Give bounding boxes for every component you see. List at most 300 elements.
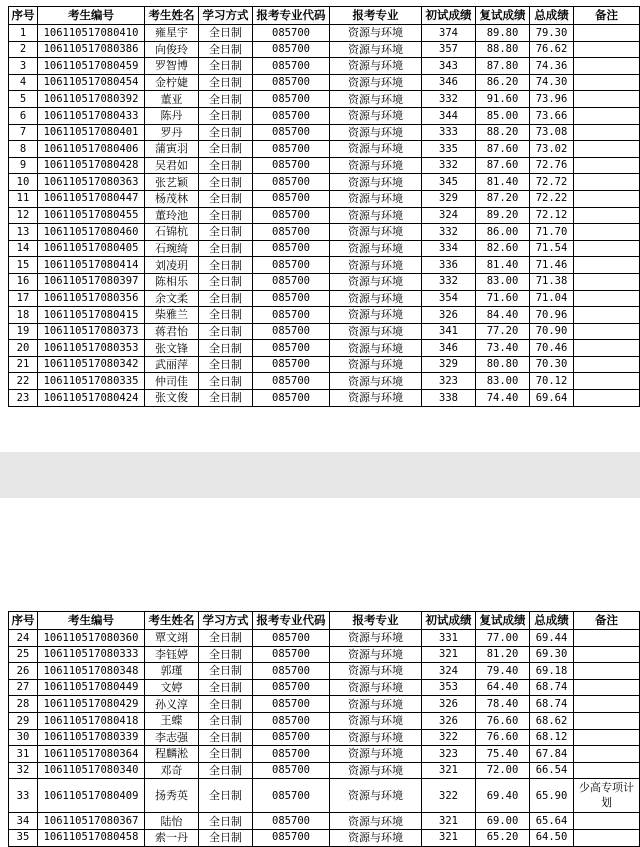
- cell-major-code: 085700: [253, 273, 330, 290]
- table-row: [9, 174, 640, 191]
- cell-candidate-id: 106110517080397: [38, 273, 145, 290]
- table-body: [9, 630, 640, 847]
- cell-candidate-id: 106110517080340: [38, 762, 145, 779]
- cell-candidate-id: 106110517080348: [38, 663, 145, 680]
- cell-major: 资源与环境: [330, 174, 422, 191]
- cell-index: 12: [9, 207, 38, 224]
- cell-remarks: 少高专项计划: [574, 779, 640, 813]
- cell-prelim-score: 322: [422, 729, 476, 746]
- cell-retest-score: 72.00: [476, 762, 530, 779]
- cell-retest-score: 89.80: [476, 25, 530, 42]
- cell-remarks: [574, 74, 640, 91]
- table-row: [9, 273, 640, 290]
- document-page-2: [0, 505, 640, 845]
- cell-total-score: 71.38: [530, 273, 574, 290]
- cell-study-mode: 全日制: [199, 712, 253, 729]
- cell-study-mode: 全日制: [199, 696, 253, 713]
- cell-major: 资源与环境: [330, 41, 422, 58]
- cell-major-code: 085700: [253, 829, 330, 846]
- cell-remarks: [574, 663, 640, 680]
- cell-total-score: 68.74: [530, 696, 574, 713]
- cell-study-mode: 全日制: [199, 58, 253, 75]
- cell-index: 26: [9, 663, 38, 680]
- cell-remarks: [574, 107, 640, 124]
- cell-index: 5: [9, 91, 38, 108]
- cell-remarks: [574, 190, 640, 207]
- header-major: 报考专业: [330, 7, 422, 25]
- table-row: [9, 74, 640, 91]
- cell-retest-score: 71.60: [476, 290, 530, 307]
- cell-total-score: 76.62: [530, 41, 574, 58]
- cell-remarks: [574, 696, 640, 713]
- cell-major: 资源与环境: [330, 273, 422, 290]
- cell-major-code: 085700: [253, 257, 330, 274]
- cell-major: 资源与环境: [330, 746, 422, 763]
- cell-total-score: 67.84: [530, 746, 574, 763]
- cell-candidate-id: 106110517080460: [38, 224, 145, 241]
- cell-retest-score: 87.60: [476, 157, 530, 174]
- cell-prelim-score: 332: [422, 273, 476, 290]
- cell-prelim-score: 341: [422, 323, 476, 340]
- cell-remarks: [574, 58, 640, 75]
- cell-major-code: 085700: [253, 124, 330, 141]
- cell-retest-score: 69.40: [476, 779, 530, 813]
- cell-name: 蒋君怡: [145, 323, 199, 340]
- cell-prelim-score: 346: [422, 74, 476, 91]
- cell-total-score: 72.72: [530, 174, 574, 191]
- cell-major-code: 085700: [253, 356, 330, 373]
- cell-total-score: 71.54: [530, 240, 574, 257]
- cell-total-score: 72.22: [530, 190, 574, 207]
- cell-major-code: 085700: [253, 646, 330, 663]
- cell-retest-score: 84.40: [476, 307, 530, 324]
- cell-total-score: 74.30: [530, 74, 574, 91]
- cell-candidate-id: 106110517080339: [38, 729, 145, 746]
- cell-retest-score: 86.00: [476, 224, 530, 241]
- cell-name: 武丽萍: [145, 356, 199, 373]
- cell-study-mode: 全日制: [199, 240, 253, 257]
- cell-prelim-score: 332: [422, 157, 476, 174]
- cell-major-code: 085700: [253, 240, 330, 257]
- cell-candidate-id: 106110517080392: [38, 91, 145, 108]
- cell-remarks: [574, 646, 640, 663]
- cell-prelim-score: 343: [422, 58, 476, 75]
- cell-candidate-id: 106110517080414: [38, 257, 145, 274]
- cell-name: 罗智博: [145, 58, 199, 75]
- cell-prelim-score: 321: [422, 646, 476, 663]
- cell-candidate-id: 106110517080433: [38, 107, 145, 124]
- cell-retest-score: 78.40: [476, 696, 530, 713]
- table-row: [9, 746, 640, 763]
- cell-study-mode: 全日制: [199, 257, 253, 274]
- cell-index: 33: [9, 779, 38, 813]
- cell-study-mode: 全日制: [199, 25, 253, 42]
- cell-major: 资源与环境: [330, 779, 422, 813]
- cell-prelim-score: 321: [422, 762, 476, 779]
- cell-name: 覃文翊: [145, 630, 199, 647]
- table-row: [9, 712, 640, 729]
- cell-major: 资源与环境: [330, 762, 422, 779]
- cell-candidate-id: 106110517080401: [38, 124, 145, 141]
- cell-remarks: [574, 307, 640, 324]
- cell-index: 19: [9, 323, 38, 340]
- cell-major: 资源与环境: [330, 224, 422, 241]
- cell-major: 资源与环境: [330, 390, 422, 407]
- cell-retest-score: 80.80: [476, 356, 530, 373]
- cell-prelim-score: 353: [422, 679, 476, 696]
- header-candidate-id: 考生编号: [38, 612, 145, 630]
- cell-total-score: 65.90: [530, 779, 574, 813]
- table-header-row: [9, 7, 640, 25]
- cell-retest-score: 88.20: [476, 124, 530, 141]
- cell-name: 蒲寅羽: [145, 141, 199, 158]
- cell-index: 17: [9, 290, 38, 307]
- cell-candidate-id: 106110517080409: [38, 779, 145, 813]
- cell-candidate-id: 106110517080342: [38, 356, 145, 373]
- cell-major-code: 085700: [253, 779, 330, 813]
- cell-retest-score: 85.00: [476, 107, 530, 124]
- cell-name: 石锦杭: [145, 224, 199, 241]
- cell-major-code: 085700: [253, 340, 330, 357]
- cell-total-score: 73.08: [530, 124, 574, 141]
- cell-total-score: 70.30: [530, 356, 574, 373]
- cell-candidate-id: 106110517080418: [38, 712, 145, 729]
- header-index: 序号: [9, 7, 38, 25]
- cell-study-mode: 全日制: [199, 813, 253, 830]
- cell-index: 29: [9, 712, 38, 729]
- cell-candidate-id: 106110517080454: [38, 74, 145, 91]
- cell-retest-score: 91.60: [476, 91, 530, 108]
- cell-study-mode: 全日制: [199, 74, 253, 91]
- table-row: [9, 25, 640, 42]
- cell-total-score: 68.74: [530, 679, 574, 696]
- cell-index: 16: [9, 273, 38, 290]
- cell-index: 6: [9, 107, 38, 124]
- cell-retest-score: 87.60: [476, 141, 530, 158]
- cell-candidate-id: 106110517080333: [38, 646, 145, 663]
- table-row: [9, 141, 640, 158]
- table-row: [9, 356, 640, 373]
- table-row: [9, 157, 640, 174]
- cell-name: 索一丹: [145, 829, 199, 846]
- cell-total-score: 73.96: [530, 91, 574, 108]
- cell-index: 20: [9, 340, 38, 357]
- cell-major-code: 085700: [253, 373, 330, 390]
- table-row: [9, 41, 640, 58]
- cell-retest-score: 64.40: [476, 679, 530, 696]
- table-row: [9, 240, 640, 257]
- cell-retest-score: 76.60: [476, 729, 530, 746]
- table-row: [9, 679, 640, 696]
- cell-study-mode: 全日制: [199, 91, 253, 108]
- cell-name: 张文俊: [145, 390, 199, 407]
- cell-major-code: 085700: [253, 762, 330, 779]
- cell-major: 资源与环境: [330, 663, 422, 680]
- cell-prelim-score: 323: [422, 373, 476, 390]
- cell-major: 资源与环境: [330, 729, 422, 746]
- table-row: [9, 646, 640, 663]
- table-row: [9, 340, 640, 357]
- table-row: [9, 323, 640, 340]
- cell-prelim-score: 344: [422, 107, 476, 124]
- cell-retest-score: 89.20: [476, 207, 530, 224]
- cell-index: 28: [9, 696, 38, 713]
- cell-major: 资源与环境: [330, 290, 422, 307]
- header-total-score: 总成绩: [530, 7, 574, 25]
- cell-name: 郭瑾: [145, 663, 199, 680]
- cell-study-mode: 全日制: [199, 663, 253, 680]
- table-row: [9, 307, 640, 324]
- cell-major: 资源与环境: [330, 373, 422, 390]
- header-total-score: 总成绩: [530, 612, 574, 630]
- cell-study-mode: 全日制: [199, 746, 253, 763]
- cell-candidate-id: 106110517080458: [38, 829, 145, 846]
- cell-prelim-score: 329: [422, 190, 476, 207]
- cell-name: 刘凌玥: [145, 257, 199, 274]
- cell-remarks: [574, 257, 640, 274]
- cell-major-code: 085700: [253, 224, 330, 241]
- cell-index: 31: [9, 746, 38, 763]
- cell-study-mode: 全日制: [199, 174, 253, 191]
- cell-index: 34: [9, 813, 38, 830]
- cell-prelim-score: 357: [422, 41, 476, 58]
- cell-index: 27: [9, 679, 38, 696]
- cell-study-mode: 全日制: [199, 390, 253, 407]
- cell-major-code: 085700: [253, 663, 330, 680]
- cell-total-score: 69.30: [530, 646, 574, 663]
- cell-name: 张文锋: [145, 340, 199, 357]
- cell-prelim-score: 336: [422, 257, 476, 274]
- cell-total-score: 73.66: [530, 107, 574, 124]
- table-row: [9, 91, 640, 108]
- cell-total-score: 65.64: [530, 813, 574, 830]
- cell-retest-score: 69.00: [476, 813, 530, 830]
- cell-candidate-id: 106110517080455: [38, 207, 145, 224]
- cell-remarks: [574, 373, 640, 390]
- header-major-code: 报考专业代码: [253, 612, 330, 630]
- header-retest-score: 复试成绩: [476, 7, 530, 25]
- cell-study-mode: 全日制: [199, 340, 253, 357]
- cell-name: 罗丹: [145, 124, 199, 141]
- cell-index: 25: [9, 646, 38, 663]
- cell-major: 资源与环境: [330, 696, 422, 713]
- cell-major: 资源与环境: [330, 207, 422, 224]
- cell-prelim-score: 334: [422, 240, 476, 257]
- cell-name: 邓奇: [145, 762, 199, 779]
- table-row: [9, 207, 640, 224]
- cell-index: 23: [9, 390, 38, 407]
- cell-remarks: [574, 91, 640, 108]
- cell-major: 资源与环境: [330, 356, 422, 373]
- cell-major-code: 085700: [253, 58, 330, 75]
- cell-name: 雍星宇: [145, 25, 199, 42]
- cell-total-score: 72.12: [530, 207, 574, 224]
- cell-major-code: 085700: [253, 390, 330, 407]
- cell-candidate-id: 106110517080373: [38, 323, 145, 340]
- cell-major: 资源与环境: [330, 646, 422, 663]
- cell-name: 仲司佳: [145, 373, 199, 390]
- cell-remarks: [574, 729, 640, 746]
- cell-study-mode: 全日制: [199, 290, 253, 307]
- cell-major-code: 085700: [253, 25, 330, 42]
- cell-retest-score: 81.40: [476, 174, 530, 191]
- cell-retest-score: 65.20: [476, 829, 530, 846]
- cell-candidate-id: 106110517080405: [38, 240, 145, 257]
- cell-major: 资源与环境: [330, 679, 422, 696]
- cell-name: 陈丹: [145, 107, 199, 124]
- cell-study-mode: 全日制: [199, 190, 253, 207]
- table-row: [9, 829, 640, 846]
- cell-major-code: 085700: [253, 746, 330, 763]
- cell-retest-score: 73.40: [476, 340, 530, 357]
- cell-major: 资源与环境: [330, 813, 422, 830]
- cell-retest-score: 75.40: [476, 746, 530, 763]
- cell-candidate-id: 106110517080428: [38, 157, 145, 174]
- cell-remarks: [574, 141, 640, 158]
- cell-total-score: 69.18: [530, 663, 574, 680]
- cell-name: 扬秀英: [145, 779, 199, 813]
- cell-remarks: [574, 356, 640, 373]
- table-row: [9, 290, 640, 307]
- cell-major-code: 085700: [253, 190, 330, 207]
- cell-index: 2: [9, 41, 38, 58]
- cell-study-mode: 全日制: [199, 762, 253, 779]
- cell-candidate-id: 106110517080364: [38, 746, 145, 763]
- cell-candidate-id: 106110517080360: [38, 630, 145, 647]
- cell-remarks: [574, 679, 640, 696]
- cell-remarks: [574, 829, 640, 846]
- cell-remarks: [574, 124, 640, 141]
- cell-candidate-id: 106110517080367: [38, 813, 145, 830]
- cell-candidate-id: 106110517080459: [38, 58, 145, 75]
- table-row: [9, 630, 640, 647]
- cell-retest-score: 83.00: [476, 373, 530, 390]
- cell-index: 30: [9, 729, 38, 746]
- cell-name: 柴雅兰: [145, 307, 199, 324]
- cell-remarks: [574, 746, 640, 763]
- cell-major-code: 085700: [253, 157, 330, 174]
- header-index: 序号: [9, 612, 38, 630]
- cell-remarks: [574, 323, 640, 340]
- cell-study-mode: 全日制: [199, 107, 253, 124]
- cell-study-mode: 全日制: [199, 41, 253, 58]
- cell-remarks: [574, 207, 640, 224]
- table-row: [9, 696, 640, 713]
- cell-retest-score: 87.20: [476, 190, 530, 207]
- cell-remarks: [574, 290, 640, 307]
- cell-total-score: 73.02: [530, 141, 574, 158]
- cell-prelim-score: 321: [422, 813, 476, 830]
- header-remarks: 备注: [574, 7, 640, 25]
- cell-name: 程麟淞: [145, 746, 199, 763]
- cell-major: 资源与环境: [330, 91, 422, 108]
- cell-index: 24: [9, 630, 38, 647]
- cell-major: 资源与环境: [330, 190, 422, 207]
- cell-major-code: 085700: [253, 207, 330, 224]
- header-name: 考生姓名: [145, 612, 199, 630]
- cell-prelim-score: 326: [422, 696, 476, 713]
- cell-remarks: [574, 25, 640, 42]
- header-retest-score: 复试成绩: [476, 612, 530, 630]
- table-row: [9, 779, 640, 813]
- cell-name: 李钰婷: [145, 646, 199, 663]
- cell-name: 杨茂林: [145, 190, 199, 207]
- cell-major: 资源与环境: [330, 107, 422, 124]
- cell-study-mode: 全日制: [199, 373, 253, 390]
- cell-study-mode: 全日制: [199, 630, 253, 647]
- cell-index: 35: [9, 829, 38, 846]
- cell-total-score: 68.12: [530, 729, 574, 746]
- cell-retest-score: 82.60: [476, 240, 530, 257]
- cell-total-score: 71.04: [530, 290, 574, 307]
- cell-total-score: 72.76: [530, 157, 574, 174]
- header-name: 考生姓名: [145, 7, 199, 25]
- cell-study-mode: 全日制: [199, 829, 253, 846]
- cell-total-score: 69.64: [530, 390, 574, 407]
- cell-prelim-score: 326: [422, 712, 476, 729]
- cell-retest-score: 77.20: [476, 323, 530, 340]
- cell-index: 21: [9, 356, 38, 373]
- cell-total-score: 70.90: [530, 323, 574, 340]
- cell-major-code: 085700: [253, 307, 330, 324]
- header-study-mode: 学习方式: [199, 612, 253, 630]
- cell-study-mode: 全日制: [199, 157, 253, 174]
- table-row: [9, 58, 640, 75]
- page-gap: [0, 452, 640, 498]
- cell-index: 4: [9, 74, 38, 91]
- cell-study-mode: 全日制: [199, 141, 253, 158]
- cell-total-score: 64.50: [530, 829, 574, 846]
- cell-index: 22: [9, 373, 38, 390]
- cell-study-mode: 全日制: [199, 207, 253, 224]
- cell-name: 陆怡: [145, 813, 199, 830]
- cell-major: 资源与环境: [330, 124, 422, 141]
- cell-total-score: 79.30: [530, 25, 574, 42]
- cell-retest-score: 79.40: [476, 663, 530, 680]
- cell-index: 13: [9, 224, 38, 241]
- cell-total-score: 70.46: [530, 340, 574, 357]
- cell-index: 3: [9, 58, 38, 75]
- cell-prelim-score: 326: [422, 307, 476, 324]
- cell-major: 资源与环境: [330, 257, 422, 274]
- cell-major-code: 085700: [253, 712, 330, 729]
- cell-index: 10: [9, 174, 38, 191]
- cell-major-code: 085700: [253, 41, 330, 58]
- cell-candidate-id: 106110517080410: [38, 25, 145, 42]
- cell-major: 资源与环境: [330, 240, 422, 257]
- cell-major-code: 085700: [253, 630, 330, 647]
- cell-prelim-score: 333: [422, 124, 476, 141]
- cell-study-mode: 全日制: [199, 124, 253, 141]
- cell-major: 资源与环境: [330, 141, 422, 158]
- cell-index: 14: [9, 240, 38, 257]
- cell-study-mode: 全日制: [199, 679, 253, 696]
- cell-candidate-id: 106110517080406: [38, 141, 145, 158]
- table-row: [9, 813, 640, 830]
- admission-score-table-page-2: [8, 611, 640, 847]
- cell-retest-score: 81.20: [476, 646, 530, 663]
- cell-major: 资源与环境: [330, 323, 422, 340]
- cell-candidate-id: 106110517080363: [38, 174, 145, 191]
- cell-total-score: 71.70: [530, 224, 574, 241]
- cell-total-score: 66.54: [530, 762, 574, 779]
- header-study-mode: 学习方式: [199, 7, 253, 25]
- cell-remarks: [574, 762, 640, 779]
- cell-retest-score: 76.60: [476, 712, 530, 729]
- cell-remarks: [574, 813, 640, 830]
- cell-major-code: 085700: [253, 679, 330, 696]
- cell-study-mode: 全日制: [199, 273, 253, 290]
